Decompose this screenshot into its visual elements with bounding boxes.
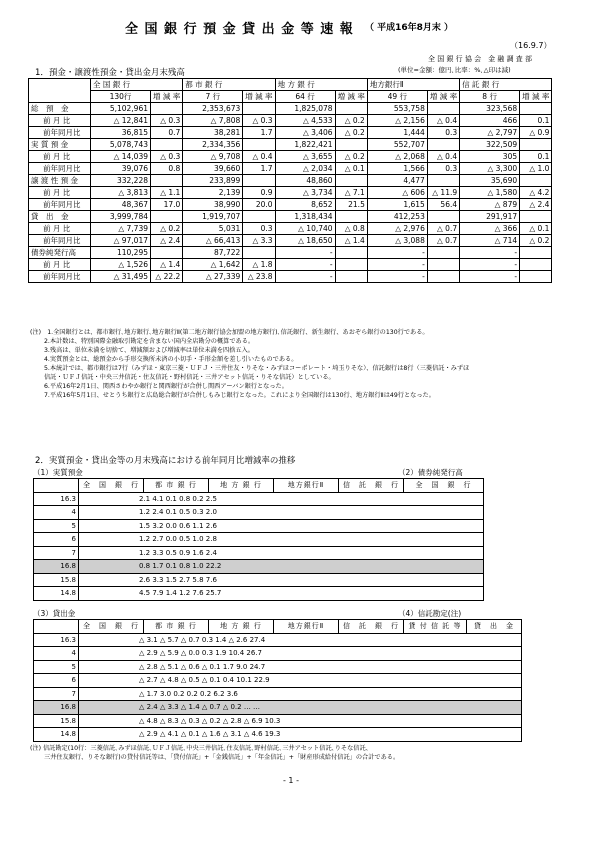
- rate-cell: [243, 139, 275, 151]
- table-row: [29, 235, 552, 247]
- row-values: △ 3.1 △ 5.7 △ 0.7 0.3 1.4 △ 2.6 27.4: [79, 633, 522, 647]
- amount-cell: 1,318,434: [275, 211, 335, 223]
- month-label: 16.3: [34, 633, 79, 647]
- amount-cell: 35,690: [460, 175, 520, 187]
- month-label: 6: [34, 533, 79, 547]
- rate-cell: △ 0.8: [335, 223, 367, 235]
- table-row: [29, 247, 552, 259]
- rate-cell: △ 0.1: [335, 163, 367, 175]
- amount-cell: 2,334,356: [183, 139, 243, 151]
- rate-cell: △ 0.3: [151, 151, 183, 163]
- row-values: 1.5 3.2 0.0 0.6 1.1 2.6: [79, 519, 484, 533]
- amount-cell: △ 1,642: [183, 259, 243, 271]
- col-group-regional-banks-2: 地方銀行Ⅱ: [367, 79, 459, 91]
- trend-table-a: [33, 478, 484, 601]
- amount-cell: △ 31,495: [91, 271, 151, 283]
- rate-cell: [335, 271, 367, 283]
- rate-cell: △ 0.2: [335, 127, 367, 139]
- month-label: 7: [34, 546, 79, 560]
- column-header: 信 託 銀 行: [339, 479, 404, 493]
- amount-cell: 305: [460, 151, 520, 163]
- page-title: 全 国 銀 行 預 金 貸 出 金 等 速 報: [125, 22, 354, 37]
- amount-cell: △ 9,708: [183, 151, 243, 163]
- col-group-regional-banks: 地 方 銀 行: [275, 79, 367, 91]
- amount-cell: △ 1,580: [460, 187, 520, 199]
- row-label: 前年同月比: [29, 271, 91, 283]
- amount-cell: 36,815: [91, 127, 151, 139]
- rate-header: 増 減 率: [243, 91, 275, 103]
- table-row: [34, 573, 484, 587]
- table-row: [34, 660, 522, 674]
- amount-cell: △ 18,650: [275, 235, 335, 247]
- rate-cell: [335, 139, 367, 151]
- table-row: [34, 687, 522, 701]
- unit-note: (単位=金額：億円､比率：%､△印は減): [398, 66, 511, 74]
- rate-cell: △ 0.1: [520, 223, 552, 235]
- amount-cell: △ 7,739: [91, 223, 151, 235]
- row-label: 前年同月比: [29, 235, 91, 247]
- month-label: 14.8: [34, 728, 79, 742]
- month-label: 15.8: [34, 714, 79, 728]
- page-number: - 1 -: [283, 776, 299, 785]
- amount-cell: 4,477: [367, 175, 427, 187]
- amount-cell: 39,660: [183, 163, 243, 175]
- note-line: 三井住友銀行、りそな銀行)の貸付信託等は、「貸付信託」+「金銭信託」+「年金信託」+「財産形成給付信託」の合計である。: [44, 754, 400, 761]
- column-header: 全 国 銀 行: [79, 479, 144, 493]
- rate-cell: 0.3: [427, 163, 459, 175]
- rate-cell: 0.1: [520, 115, 552, 127]
- rate-header: 増 減 率: [520, 91, 552, 103]
- row-values: △ 1.7 3.0 0.2 0.2 0.2 6.2 3.6: [79, 687, 522, 701]
- amount-cell: 87,722: [183, 247, 243, 259]
- row-values: 1.2 3.3 0.5 0.9 1.6 2.4: [79, 546, 484, 560]
- rate-cell: [520, 271, 552, 283]
- table-row: [34, 674, 522, 688]
- amount-cell: -: [275, 271, 335, 283]
- amount-cell: △ 2,976: [367, 223, 427, 235]
- rate-cell: [520, 211, 552, 223]
- rate-cell: 0.1: [520, 151, 552, 163]
- amount-cell: 552,707: [367, 139, 427, 151]
- row-label: 譲 渡 性 預 金: [29, 175, 91, 187]
- amount-cell: △ 12,841: [91, 115, 151, 127]
- column-header: 貸 出 金: [467, 620, 522, 634]
- table-row: [34, 714, 522, 728]
- amount-cell: △ 27,339: [183, 271, 243, 283]
- amount-cell: 38,281: [183, 127, 243, 139]
- table-row: [29, 211, 552, 223]
- rate-cell: [427, 247, 459, 259]
- rate-cell: [243, 211, 275, 223]
- amount-cell: 2,353,673: [183, 103, 243, 115]
- section2-title: 2．実質預金・貸出金等の月末残高における前年同月比増減率の推移: [35, 456, 296, 466]
- table-row: [34, 701, 522, 715]
- notes-section2: [30, 744, 570, 762]
- amount-cell: 1,919,707: [183, 211, 243, 223]
- table-row: [34, 633, 522, 647]
- amount-cell: △ 10,740: [275, 223, 335, 235]
- column-header: 地 方 銀 行: [209, 479, 274, 493]
- amount-cell: △ 7,808: [183, 115, 243, 127]
- rate-cell: [335, 211, 367, 223]
- month-label: 4: [34, 647, 79, 661]
- table-row: [34, 647, 522, 661]
- rate-cell: △ 0.7: [427, 223, 459, 235]
- rate-cell: [243, 175, 275, 187]
- bank-count: 8 行: [460, 91, 520, 103]
- amount-cell: △ 3,813: [91, 187, 151, 199]
- rate-cell: [151, 175, 183, 187]
- note-line: 5.本統計では、都市銀行は7行（みずほ・東京三菱・ＵＦＪ・三井住友・りそな・みずほコーポレート・埼玉りそな）、信託銀行は8行（三菱信託・みずほ: [44, 365, 470, 372]
- row-label: 貸 出 金: [29, 211, 91, 223]
- table-row: [29, 175, 552, 187]
- month-label: 5: [34, 519, 79, 533]
- column-header: 地方銀行Ⅱ: [274, 620, 339, 634]
- month-label: 16.8: [34, 560, 79, 574]
- rate-cell: △ 1.4: [335, 235, 367, 247]
- amount-cell: -: [367, 271, 427, 283]
- rate-cell: [335, 247, 367, 259]
- amount-cell: 39,076: [91, 163, 151, 175]
- amount-cell: △ 14,039: [91, 151, 151, 163]
- amount-cell: 1,444: [367, 127, 427, 139]
- bank-count: 49 行: [367, 91, 427, 103]
- note-line: (注) 1.全国銀行とは、都市銀行､地方銀行､地方銀行Ⅱ(第二地方銀行協会加盟の地方銀行)､信託銀行、新生銀行、あおぞら銀行の130行である。: [30, 329, 429, 336]
- rate-cell: [427, 175, 459, 187]
- rate-header: 増 減 率: [335, 91, 367, 103]
- rate-cell: [520, 259, 552, 271]
- table-row: [29, 271, 552, 283]
- amount-cell: △ 3,300: [460, 163, 520, 175]
- table-row: [29, 151, 552, 163]
- amount-cell: 322,509: [460, 139, 520, 151]
- table-row: [34, 587, 484, 601]
- row-values: △ 2.9 △ 5.9 △ 0.0 0.3 1.9 10.4 26.7: [79, 647, 522, 661]
- rate-cell: 1.7: [243, 163, 275, 175]
- column-header: 全 国 銀 行: [79, 620, 144, 634]
- rate-cell: △ 2.4: [520, 199, 552, 211]
- table-row: [34, 560, 484, 574]
- amount-cell: 2,139: [183, 187, 243, 199]
- rate-cell: 1.7: [243, 127, 275, 139]
- rate-cell: △ 0.2: [520, 235, 552, 247]
- amount-cell: 110,295: [91, 247, 151, 259]
- rate-cell: △ 0.7: [427, 235, 459, 247]
- amount-cell: -: [275, 259, 335, 271]
- month-label: 4: [34, 506, 79, 520]
- corner-cell: [34, 620, 79, 634]
- amount-cell: 3,999,784: [91, 211, 151, 223]
- rate-cell: △ 7.1: [335, 187, 367, 199]
- rate-cell: [520, 175, 552, 187]
- row-values: △ 2.4 △ 3.3 △ 1.4 △ 0.7 △ 0.2 … …: [79, 701, 522, 715]
- rate-cell: △ 2.4: [151, 235, 183, 247]
- amount-cell: △ 2,068: [367, 151, 427, 163]
- amount-cell: 1,566: [367, 163, 427, 175]
- table-row: [34, 506, 484, 520]
- column-header: 全 国 銀 行: [404, 479, 484, 493]
- column-header: 貸 付 信 託 等: [404, 620, 467, 634]
- row-values: △ 4.8 △ 8.3 △ 0.3 △ 0.2 △ 2.8 △ 6.9 10.3: [79, 714, 522, 728]
- rate-cell: △ 1.0: [520, 163, 552, 175]
- amount-cell: 1,615: [367, 199, 427, 211]
- rate-cell: [520, 247, 552, 259]
- row-label: 前年同月比: [29, 163, 91, 175]
- amount-cell: 1,822,421: [275, 139, 335, 151]
- row-label: 前年同月比: [29, 127, 91, 139]
- amount-cell: 48,367: [91, 199, 151, 211]
- amount-cell: △ 606: [367, 187, 427, 199]
- rate-cell: [427, 139, 459, 151]
- amount-cell: -: [460, 259, 520, 271]
- rate-cell: △ 0.4: [427, 115, 459, 127]
- row-label: 総 預 金: [29, 103, 91, 115]
- row-values: 2.6 3.3 1.5 2.7 5.8 7.6: [79, 573, 484, 587]
- section1-title: 1．預金・譲渡性預金・貸出金月末残高: [35, 68, 185, 78]
- table-row: [34, 728, 522, 742]
- row-label: 前 月 比: [29, 115, 91, 127]
- amount-cell: 38,990: [183, 199, 243, 211]
- amount-cell: △ 4,533: [275, 115, 335, 127]
- column-header: 都 市 銀 行: [144, 620, 209, 634]
- rate-cell: △ 0.9: [520, 127, 552, 139]
- column-header: 都 市 銀 行: [144, 479, 209, 493]
- month-label: 7: [34, 687, 79, 701]
- rate-cell: △ 23.8: [243, 271, 275, 283]
- rate-cell: △ 1.8: [243, 259, 275, 271]
- rate-cell: [427, 271, 459, 283]
- table-row: [29, 115, 552, 127]
- table-row: [34, 492, 484, 506]
- note-line: (注) 信託勘定(10行：三菱信託､みずほ信託､ＵＦＪ信託､中央三井信託､住友信託､野村信託､三井アセット信託､りそな信託、: [30, 745, 372, 752]
- amount-cell: -: [460, 271, 520, 283]
- table-row: [29, 103, 552, 115]
- rate-cell: [243, 103, 275, 115]
- rate-cell: 20.0: [243, 199, 275, 211]
- table-row: [34, 546, 484, 560]
- rate-cell: [520, 103, 552, 115]
- amount-cell: 5,078,743: [91, 139, 151, 151]
- rate-cell: △ 0.4: [243, 151, 275, 163]
- rate-cell: [427, 211, 459, 223]
- row-values: 1.2 2.4 0.1 0.5 0.3 2.0: [79, 506, 484, 520]
- row-label: 実 質 預 金: [29, 139, 91, 151]
- amount-cell: 466: [460, 115, 520, 127]
- table-row: [29, 199, 552, 211]
- table-row: [29, 163, 552, 175]
- table-row: [29, 259, 552, 271]
- rate-cell: △ 3.3: [243, 235, 275, 247]
- rate-cell: [427, 259, 459, 271]
- rate-cell: 0.9: [243, 187, 275, 199]
- table-row: [34, 519, 484, 533]
- rate-cell: △ 0.2: [335, 115, 367, 127]
- row-label: 前 月 比: [29, 223, 91, 235]
- amount-cell: 553,758: [367, 103, 427, 115]
- bank-count: 64 行: [275, 91, 335, 103]
- rate-cell: △ 11.9: [427, 187, 459, 199]
- amount-cell: 332,228: [91, 175, 151, 187]
- table-row: [29, 127, 552, 139]
- month-label: 15.8: [34, 573, 79, 587]
- rate-cell: [243, 247, 275, 259]
- amount-cell: 323,568: [460, 103, 520, 115]
- rate-cell: 0.7: [151, 127, 183, 139]
- rate-cell: 56.4: [427, 199, 459, 211]
- column-header: 地方銀行Ⅱ: [274, 479, 339, 493]
- amount-cell: 233,899: [183, 175, 243, 187]
- amount-cell: 5,102,961: [91, 103, 151, 115]
- row-label: 前 月 比: [29, 151, 91, 163]
- rate-cell: △ 0.2: [151, 223, 183, 235]
- row-label: 前 月 比: [29, 259, 91, 271]
- month-label: 16.3: [34, 492, 79, 506]
- col-group-all-banks: 全 国 銀 行: [91, 79, 183, 91]
- amount-cell: △ 66,413: [183, 235, 243, 247]
- rate-cell: [335, 175, 367, 187]
- rate-cell: 0.3: [427, 127, 459, 139]
- column-header: 地 方 銀 行: [209, 620, 274, 634]
- note-line: 2.本計数は、特別国際金融取引勘定を含まない国内全店勘分の概算である。: [44, 338, 255, 345]
- amount-cell: △ 2,156: [367, 115, 427, 127]
- row-values: △ 2.8 △ 5.1 △ 0.6 △ 0.1 1.7 9.0 24.7: [79, 660, 522, 674]
- amount-cell: △ 3,088: [367, 235, 427, 247]
- rate-cell: [151, 211, 183, 223]
- amount-cell: 5,031: [183, 223, 243, 235]
- balance-table: [28, 78, 552, 283]
- row-values: △ 2.7 △ 4.8 △ 0.5 △ 0.1 0.4 10.1 22.9: [79, 674, 522, 688]
- rate-cell: △ 0.4: [427, 151, 459, 163]
- amount-cell: △ 3,655: [275, 151, 335, 163]
- rate-cell: [151, 139, 183, 151]
- amount-cell: -: [367, 259, 427, 271]
- amount-cell: △ 3,406: [275, 127, 335, 139]
- table-row: [34, 533, 484, 547]
- row-values: 4.5 7.9 1.4 1.2 7.6 25.7: [79, 587, 484, 601]
- month-label: 6: [34, 674, 79, 688]
- table-row: [29, 187, 552, 199]
- bank-count: 130行: [91, 91, 151, 103]
- sub-bond-issuance: （2）債券純発行高: [398, 468, 463, 477]
- rate-cell: [427, 103, 459, 115]
- rate-cell: 17.0: [151, 199, 183, 211]
- amount-cell: -: [460, 247, 520, 259]
- notes-section1: [30, 328, 570, 400]
- row-label: 前 月 比: [29, 187, 91, 199]
- sub-trust-account: （4）信託勘定(注): [398, 609, 462, 618]
- rate-cell: 0.8: [151, 163, 183, 175]
- amount-cell: △ 714: [460, 235, 520, 247]
- amount-cell: -: [275, 247, 335, 259]
- organization: 全 国 銀 行 協 会 金 融 調 査 部: [428, 55, 533, 63]
- month-label: 5: [34, 660, 79, 674]
- rate-cell: △ 22.2: [151, 271, 183, 283]
- row-values: 2.1 4.1 0.1 0.8 0.2 2.5: [79, 492, 484, 506]
- note-line: 7.平成16年5月1日、せとうち銀行と広島総合銀行が合併しもみじ銀行となった。これにより全国銀行は130行、地方銀行Ⅱは49行となった。: [44, 392, 435, 399]
- note-line: 信託・ＵＦＪ信託・中央三井信託・住友信託・野村信託・三井アセット信託・りそな信託）としている。: [44, 374, 335, 381]
- rate-cell: △ 1.4: [151, 259, 183, 271]
- amount-cell: △ 1,526: [91, 259, 151, 271]
- amount-cell: 412,253: [367, 211, 427, 223]
- amount-cell: △ 97,017: [91, 235, 151, 247]
- amount-cell: △ 366: [460, 223, 520, 235]
- col-group-city-banks: 都 市 銀 行: [183, 79, 275, 91]
- column-header: 信 託 銀 行: [339, 620, 404, 634]
- rate-cell: [151, 103, 183, 115]
- table-row: [29, 223, 552, 235]
- amount-cell: 1,825,078: [275, 103, 335, 115]
- note-line: 6.平成16年2月1日、関西さわやか銀行と関西銀行が合併し関西アーバン銀行となった。: [44, 383, 288, 390]
- amount-cell: △ 3,734: [275, 187, 335, 199]
- rate-cell: [335, 103, 367, 115]
- bank-count: 7 行: [183, 91, 243, 103]
- amount-cell: 8,652: [275, 199, 335, 211]
- row-values: 1.2 2.7 0.0 0.5 1.0 2.8: [79, 533, 484, 547]
- rate-cell: [520, 139, 552, 151]
- corner-cell: [29, 79, 91, 103]
- amount-cell: △ 2,034: [275, 163, 335, 175]
- col-group-trust-banks: 信 託 銀 行: [460, 79, 552, 91]
- sub-real-deposits: （1）実質預金: [33, 468, 83, 477]
- sub-loans: （3）貸出金: [33, 609, 76, 618]
- rate-header: 増 減 率: [427, 91, 459, 103]
- rate-cell: △ 1.1: [151, 187, 183, 199]
- amount-cell: -: [367, 247, 427, 259]
- report-period: （ 平成16年8月末 ）: [365, 23, 454, 33]
- note-line: 4.実質預金とは、総預金から手形交換所未済の小切手・手形金額を差し引いたものである。: [44, 356, 298, 363]
- rate-cell: △ 0.3: [243, 115, 275, 127]
- rate-cell: 21.5: [335, 199, 367, 211]
- rate-cell: [335, 259, 367, 271]
- amount-cell: △ 2,797: [460, 127, 520, 139]
- note-line: 3.残高は、単位未満を切捨て、増減額および増減率は単位未満を四捨五入。: [44, 347, 254, 354]
- row-values: △ 2.9 △ 4.1 △ 0.1 △ 1.6 △ 3.1 △ 4.6 19.3: [79, 728, 522, 742]
- table-row: [29, 139, 552, 151]
- amount-cell: 48,860: [275, 175, 335, 187]
- rate-cell: △ 4.2: [520, 187, 552, 199]
- row-label: 前年同月比: [29, 199, 91, 211]
- trend-table-b: [33, 619, 522, 742]
- month-label: 16.8: [34, 701, 79, 715]
- rate-cell: △ 0.2: [335, 151, 367, 163]
- corner-cell: [34, 479, 79, 493]
- report-date: （16.9.7）: [510, 41, 552, 50]
- amount-cell: 291,917: [460, 211, 520, 223]
- row-label: 債券純発行高: [29, 247, 91, 259]
- month-label: 14.8: [34, 587, 79, 601]
- rate-cell: △ 0.3: [151, 115, 183, 127]
- amount-cell: △ 879: [460, 199, 520, 211]
- row-values: 0.8 1.7 0.1 0.8 1.0 22.2: [79, 560, 484, 574]
- rate-cell: [151, 247, 183, 259]
- rate-cell: 0.3: [243, 223, 275, 235]
- rate-header: 増 減 率: [151, 91, 183, 103]
